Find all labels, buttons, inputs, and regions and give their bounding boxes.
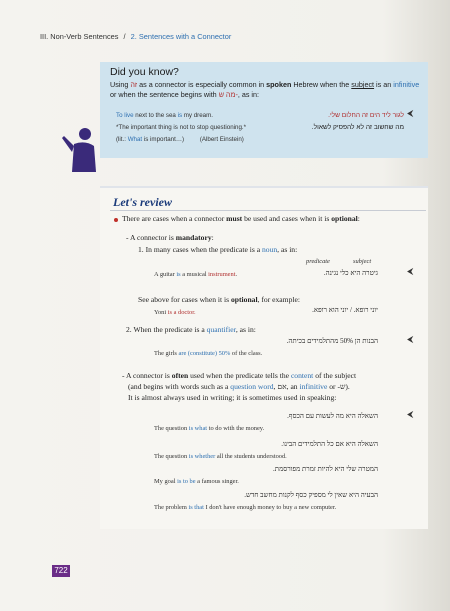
example-question-students: The question is whether all the students understood.: [154, 453, 287, 460]
example-goal-hebrew: המטרה שלי היא להיות זמרת מפורסמת.: [273, 465, 378, 473]
example-live-sea-hebrew: לגור ליד הים זה החלום שלי.: [328, 112, 404, 119]
optional-note: See above for cases when it is optional, for example:: [138, 295, 300, 304]
often-line-1: - A connector is often used when the predicate tells the content of the subject: [122, 371, 357, 380]
did-you-know-title: Did you know?: [110, 66, 179, 78]
example-girls-hebrew: הבנות הן 50% מהתלמידים בכיתה.: [286, 337, 378, 345]
label-predicate: predicate: [306, 258, 330, 265]
page-number: 722: [52, 565, 70, 577]
review-divider: [110, 210, 426, 211]
header-separator: /: [123, 32, 126, 41]
often-line-3: It is almost always used in writing; it is sometimes used in speaking:: [128, 393, 337, 402]
example-goal: My goal is to be a famous singer.: [154, 478, 239, 485]
example-yoni-hebrew: יוני רופא. / יוני הוא רופא.: [312, 306, 378, 314]
hebrew-ze: זה: [130, 80, 138, 89]
arrow-left-icon: ⮜: [407, 335, 414, 345]
example-girls: The girls are (constitute) 50% of the class.: [154, 350, 263, 357]
label-subject: subject: [353, 258, 372, 265]
arrow-left-icon: ⮜: [407, 410, 414, 420]
example-question-money-hebrew: השאלה היא מה לעשות עם הכסף.: [287, 412, 378, 420]
often-line-2: (and begins with words such as a question word, אם, an infinitive or -ש).: [128, 382, 350, 391]
running-header: [40, 32, 231, 41]
example-question-students-hebrew: השאלה היא אם כל התלמידים הבינו.: [281, 440, 378, 448]
mandatory-heading: - A connector is mandatory:: [126, 233, 214, 242]
review-title: Let's review: [113, 195, 172, 209]
example-literal: (lit.: What is important…) (Albert Einstein): [116, 136, 244, 143]
section-title: 2. Sentences with a Connector: [130, 32, 232, 41]
example-live-sea: To live next to the sea is my dream. לגור ליד הים זה החלום שלי.: [116, 112, 404, 119]
did-you-know-paragraph: Using זה as a connector is especially common in spoken Hebrew when the subject is an infinitive or when the sentence begins with מה ש-, as in:: [110, 80, 420, 99]
example-guitar-hebrew: גיטרה היא כלי נגינה.: [323, 269, 378, 277]
arrow-left-icon: ⮜: [407, 267, 414, 277]
example-yoni: Yoni is a doctor.: [154, 309, 196, 316]
bullet-dot: [114, 218, 118, 222]
rule-quantifier: 2. When the predicate is a quantifier, as in:: [126, 325, 256, 334]
arrow-left-icon: ⮜: [407, 109, 414, 119]
thinking-person-icon: [60, 126, 100, 172]
example-question-money: The question is what to do with the money.: [154, 425, 265, 432]
example-guitar: A guitar is a musical instrument.: [154, 271, 238, 278]
example-problem-hebrew: הבעיה היא שאין לי מספיק כסף לקנות מחשב חדש.: [244, 491, 378, 499]
review-intro: There are cases when a connector must be used and cases when it is optional:: [122, 214, 360, 223]
example-einstein: *The important thing is not to stop questioning.* מה שחשוב זה לא להפסיק לשאול.: [116, 124, 404, 131]
rule-noun: 1. In many cases when the predicate is a noun, as in:: [138, 245, 298, 254]
chapter-title: III. Non-Verb Sentences: [40, 32, 119, 41]
example-problem: The problem is that I don't have enough money to buy a new computer.: [154, 504, 337, 511]
example-einstein-hebrew: מה שחשוב זה לא להפסיק לשאול.: [311, 124, 404, 131]
